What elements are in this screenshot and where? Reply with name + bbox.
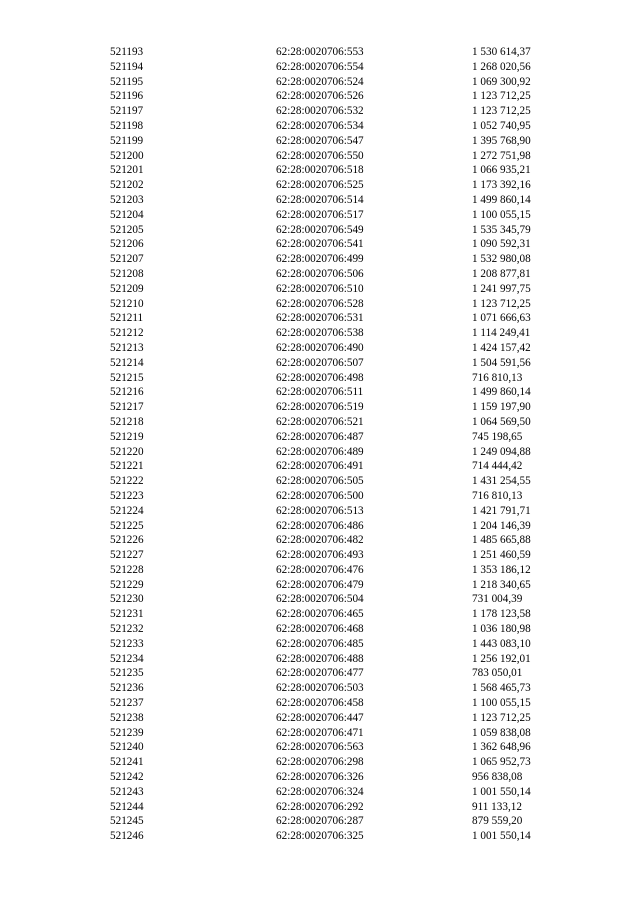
cadastral-value: 714 444,42 <box>472 460 523 473</box>
cadastral-value: 1 064 569,50 <box>472 415 531 428</box>
cadastral-number: 62:28:0020706:287 <box>276 815 364 828</box>
table-row <box>0 193 640 208</box>
cadastral-value: 1 251 460,59 <box>472 549 531 562</box>
cadastral-value: 1 499 860,14 <box>472 386 531 399</box>
record-id: 521214 <box>110 356 144 369</box>
record-id: 521201 <box>110 164 144 177</box>
cadastral-number: 62:28:0020706:506 <box>276 267 364 280</box>
record-id: 521224 <box>110 504 144 517</box>
cadastral-value: 1 504 591,56 <box>472 356 531 369</box>
record-id: 521200 <box>110 149 144 162</box>
cadastral-number: 62:28:0020706:510 <box>276 282 364 295</box>
record-id: 521239 <box>110 726 144 739</box>
cadastral-value: 1 424 157,42 <box>472 341 531 354</box>
table-row <box>0 415 640 430</box>
cadastral-number: 62:28:0020706:471 <box>276 726 364 739</box>
table-row <box>0 89 640 104</box>
table-row <box>0 681 640 696</box>
record-id: 521203 <box>110 193 144 206</box>
cadastral-value: 1 052 740,95 <box>472 119 531 132</box>
record-id: 521221 <box>110 460 144 473</box>
cadastral-value: 1 178 123,58 <box>472 608 531 621</box>
cadastral-number: 62:28:0020706:554 <box>276 60 364 73</box>
table-row <box>0 740 640 755</box>
table-row <box>0 311 640 326</box>
cadastral-number: 62:28:0020706:500 <box>276 489 364 502</box>
record-id: 521220 <box>110 445 144 458</box>
record-id: 521241 <box>110 756 144 769</box>
table-row <box>0 163 640 178</box>
record-id: 521217 <box>110 401 144 414</box>
record-id: 521223 <box>110 489 144 502</box>
cadastral-value: 1 532 980,08 <box>472 253 531 266</box>
cadastral-number: 62:28:0020706:513 <box>276 504 364 517</box>
cadastral-value: 1 485 665,88 <box>472 534 531 547</box>
table-row <box>0 178 640 193</box>
record-id: 521237 <box>110 697 144 710</box>
record-id: 521211 <box>110 312 144 325</box>
cadastral-number: 62:28:0020706:524 <box>276 75 364 88</box>
record-id: 521213 <box>110 341 144 354</box>
cadastral-value: 1 114 249,41 <box>472 327 531 340</box>
table-row <box>0 459 640 474</box>
record-id: 521242 <box>110 771 144 784</box>
table-row <box>0 237 640 252</box>
cadastral-number: 62:28:0020706:326 <box>276 771 364 784</box>
cadastral-value: 716 810,13 <box>472 371 523 384</box>
record-id: 521235 <box>110 667 144 680</box>
cadastral-number: 62:28:0020706:519 <box>276 401 364 414</box>
cadastral-value: 716 810,13 <box>472 489 523 502</box>
cadastral-value: 1 036 180,98 <box>472 623 531 636</box>
cadastral-value: 1 272 751,98 <box>472 149 531 162</box>
cadastral-value: 879 559,20 <box>472 815 523 828</box>
table-row <box>0 60 640 75</box>
cadastral-value: 1 069 300,92 <box>472 75 531 88</box>
cadastral-number: 62:28:0020706:538 <box>276 327 364 340</box>
record-id: 521204 <box>110 208 144 221</box>
cadastral-number: 62:28:0020706:491 <box>276 460 364 473</box>
records-table <box>0 45 640 844</box>
cadastral-number: 62:28:0020706:298 <box>276 756 364 769</box>
record-id: 521231 <box>110 608 144 621</box>
table-row <box>0 578 640 593</box>
record-id: 521205 <box>110 223 144 236</box>
record-id: 521234 <box>110 652 144 665</box>
cadastral-value: 1 066 935,21 <box>472 164 531 177</box>
cadastral-number: 62:28:0020706:479 <box>276 578 364 591</box>
cadastral-value: 1 568 465,73 <box>472 682 531 695</box>
cadastral-value: 783 050,01 <box>472 667 523 680</box>
cadastral-value: 1 173 392,16 <box>472 179 531 192</box>
record-id: 521246 <box>110 830 144 843</box>
cadastral-value: 1 001 550,14 <box>472 785 531 798</box>
record-id: 521244 <box>110 800 144 813</box>
cadastral-value: 1 123 712,25 <box>472 297 531 310</box>
table-row <box>0 474 640 489</box>
table-row <box>0 445 640 460</box>
table-row <box>0 829 640 844</box>
cadastral-number: 62:28:0020706:504 <box>276 593 364 606</box>
table-row <box>0 119 640 134</box>
table-row <box>0 533 640 548</box>
cadastral-value: 1 065 952,73 <box>472 756 531 769</box>
table-row <box>0 592 640 607</box>
cadastral-number: 62:28:0020706:511 <box>276 386 364 399</box>
cadastral-value: 1 123 712,25 <box>472 711 531 724</box>
record-id: 521193 <box>110 46 144 58</box>
cadastral-value: 1 395 768,90 <box>472 134 531 147</box>
cadastral-number: 62:28:0020706:517 <box>276 208 364 221</box>
cadastral-value: 1 208 877,81 <box>472 267 531 280</box>
table-row <box>0 134 640 149</box>
cadastral-number: 62:28:0020706:541 <box>276 238 364 251</box>
table-row <box>0 519 640 534</box>
table-row <box>0 297 640 312</box>
cadastral-value: 1 204 146,39 <box>472 519 531 532</box>
record-id: 521216 <box>110 386 144 399</box>
table-row <box>0 75 640 90</box>
cadastral-number: 62:28:0020706:498 <box>276 371 364 384</box>
cadastral-number: 62:28:0020706:532 <box>276 105 364 118</box>
record-id: 521208 <box>110 267 144 280</box>
table-row <box>0 252 640 267</box>
cadastral-number: 62:28:0020706:465 <box>276 608 364 621</box>
cadastral-number: 62:28:0020706:531 <box>276 312 364 325</box>
table-row <box>0 400 640 415</box>
cadastral-number: 62:28:0020706:486 <box>276 519 364 532</box>
table-row <box>0 666 640 681</box>
record-id: 521198 <box>110 119 144 132</box>
cadastral-number: 62:28:0020706:487 <box>276 430 364 443</box>
table-row <box>0 282 640 297</box>
cadastral-number: 62:28:0020706:521 <box>276 415 364 428</box>
cadastral-value: 911 133,12 <box>472 800 522 813</box>
cadastral-value: 1 159 197,90 <box>472 401 531 414</box>
table-row <box>0 711 640 726</box>
cadastral-number: 62:28:0020706:528 <box>276 297 364 310</box>
cadastral-value: 731 004,39 <box>472 593 523 606</box>
record-id: 521229 <box>110 578 144 591</box>
table-row <box>0 622 640 637</box>
table-row <box>0 726 640 741</box>
table-row <box>0 356 640 371</box>
cadastral-value: 1 421 791,71 <box>472 504 531 517</box>
table-row <box>0 149 640 164</box>
cadastral-number: 62:28:0020706:507 <box>276 356 364 369</box>
cadastral-value: 1 100 055,15 <box>472 697 531 710</box>
record-id: 521196 <box>110 90 144 103</box>
record-id: 521197 <box>110 105 144 118</box>
table-row <box>0 341 640 356</box>
table-row <box>0 385 640 400</box>
table-row <box>0 607 640 622</box>
record-id: 521218 <box>110 415 144 428</box>
record-id: 521219 <box>110 430 144 443</box>
record-id: 521225 <box>110 519 144 532</box>
cadastral-number: 62:28:0020706:525 <box>276 179 364 192</box>
cadastral-number: 62:28:0020706:325 <box>276 830 364 843</box>
cadastral-value: 1 256 192,01 <box>472 652 531 665</box>
cadastral-value: 1 249 094,88 <box>472 445 531 458</box>
table-row <box>0 208 640 223</box>
cadastral-number: 62:28:0020706:488 <box>276 652 364 665</box>
record-id: 521222 <box>110 475 144 488</box>
cadastral-number: 62:28:0020706:518 <box>276 164 364 177</box>
record-id: 521194 <box>110 60 144 73</box>
table-row <box>0 770 640 785</box>
cadastral-number: 62:28:0020706:468 <box>276 623 364 636</box>
table-row <box>0 696 640 711</box>
cadastral-value: 1 218 340,65 <box>472 578 531 591</box>
cadastral-number: 62:28:0020706:503 <box>276 682 364 695</box>
table-row <box>0 755 640 770</box>
cadastral-number: 62:28:0020706:447 <box>276 711 364 724</box>
cadastral-value: 1 090 592,31 <box>472 238 531 251</box>
table-row <box>0 104 640 119</box>
cadastral-value: 1 071 666,63 <box>472 312 531 325</box>
cadastral-value: 1 431 254,55 <box>472 475 531 488</box>
table-row <box>0 652 640 667</box>
cadastral-value: 1 362 648,96 <box>472 741 531 754</box>
record-id: 521210 <box>110 297 144 310</box>
cadastral-number: 62:28:0020706:526 <box>276 90 364 103</box>
cadastral-number: 62:28:0020706:477 <box>276 667 364 680</box>
record-id: 521202 <box>110 179 144 192</box>
cadastral-number: 62:28:0020706:505 <box>276 475 364 488</box>
cadastral-number: 62:28:0020706:563 <box>276 741 364 754</box>
table-row <box>0 326 640 341</box>
cadastral-number: 62:28:0020706:549 <box>276 223 364 236</box>
cadastral-number: 62:28:0020706:534 <box>276 119 364 132</box>
record-id: 521207 <box>110 253 144 266</box>
table-row <box>0 267 640 282</box>
cadastral-number: 62:28:0020706:553 <box>276 46 364 58</box>
table-row <box>0 489 640 504</box>
cadastral-number: 62:28:0020706:550 <box>276 149 364 162</box>
cadastral-value: 1 499 860,14 <box>472 193 531 206</box>
record-id: 521209 <box>110 282 144 295</box>
table-row <box>0 45 640 60</box>
cadastral-value: 1 059 838,08 <box>472 726 531 739</box>
table-row <box>0 563 640 578</box>
cadastral-value: 1 268 020,56 <box>472 60 531 73</box>
record-id: 521243 <box>110 785 144 798</box>
cadastral-value: 1 241 997,75 <box>472 282 531 295</box>
record-id: 521227 <box>110 549 144 562</box>
table-row <box>0 814 640 829</box>
table-row <box>0 800 640 815</box>
record-id: 521195 <box>110 75 144 88</box>
cadastral-number: 62:28:0020706:324 <box>276 785 364 798</box>
table-row <box>0 223 640 238</box>
cadastral-value: 745 198,65 <box>472 430 523 443</box>
cadastral-number: 62:28:0020706:489 <box>276 445 364 458</box>
cadastral-number: 62:28:0020706:490 <box>276 341 364 354</box>
cadastral-number: 62:28:0020706:458 <box>276 697 364 710</box>
record-id: 521236 <box>110 682 144 695</box>
cadastral-number: 62:28:0020706:482 <box>276 534 364 547</box>
table-row <box>0 785 640 800</box>
record-id: 521233 <box>110 637 144 650</box>
cadastral-number: 62:28:0020706:476 <box>276 563 364 576</box>
cadastral-number: 62:28:0020706:485 <box>276 637 364 650</box>
cadastral-number: 62:28:0020706:292 <box>276 800 364 813</box>
record-id: 521215 <box>110 371 144 384</box>
cadastral-value: 1 001 550,14 <box>472 830 531 843</box>
cadastral-value: 1 100 055,15 <box>472 208 531 221</box>
record-id: 521226 <box>110 534 144 547</box>
cadastral-value: 1 353 186,12 <box>472 563 531 576</box>
record-id: 521230 <box>110 593 144 606</box>
table-row <box>0 548 640 563</box>
cadastral-value: 956 838,08 <box>472 771 523 784</box>
cadastral-value: 1 535 345,79 <box>472 223 531 236</box>
table-row <box>0 430 640 445</box>
record-id: 521199 <box>110 134 144 147</box>
record-id: 521228 <box>110 563 144 576</box>
table-row <box>0 504 640 519</box>
record-id: 521206 <box>110 238 144 251</box>
table-row <box>0 637 640 652</box>
cadastral-value: 1 443 083,10 <box>472 637 531 650</box>
cadastral-number: 62:28:0020706:547 <box>276 134 364 147</box>
record-id: 521212 <box>110 327 144 340</box>
record-id: 521245 <box>110 815 144 828</box>
record-id: 521238 <box>110 711 144 724</box>
record-id: 521232 <box>110 623 144 636</box>
record-id: 521240 <box>110 741 144 754</box>
cadastral-value: 1 123 712,25 <box>472 90 531 103</box>
table-row <box>0 371 640 386</box>
cadastral-number: 62:28:0020706:514 <box>276 193 364 206</box>
cadastral-number: 62:28:0020706:499 <box>276 253 364 266</box>
cadastral-number: 62:28:0020706:493 <box>276 549 364 562</box>
cadastral-value: 1 123 712,25 <box>472 105 531 118</box>
cadastral-value: 1 530 614,37 <box>472 46 531 58</box>
